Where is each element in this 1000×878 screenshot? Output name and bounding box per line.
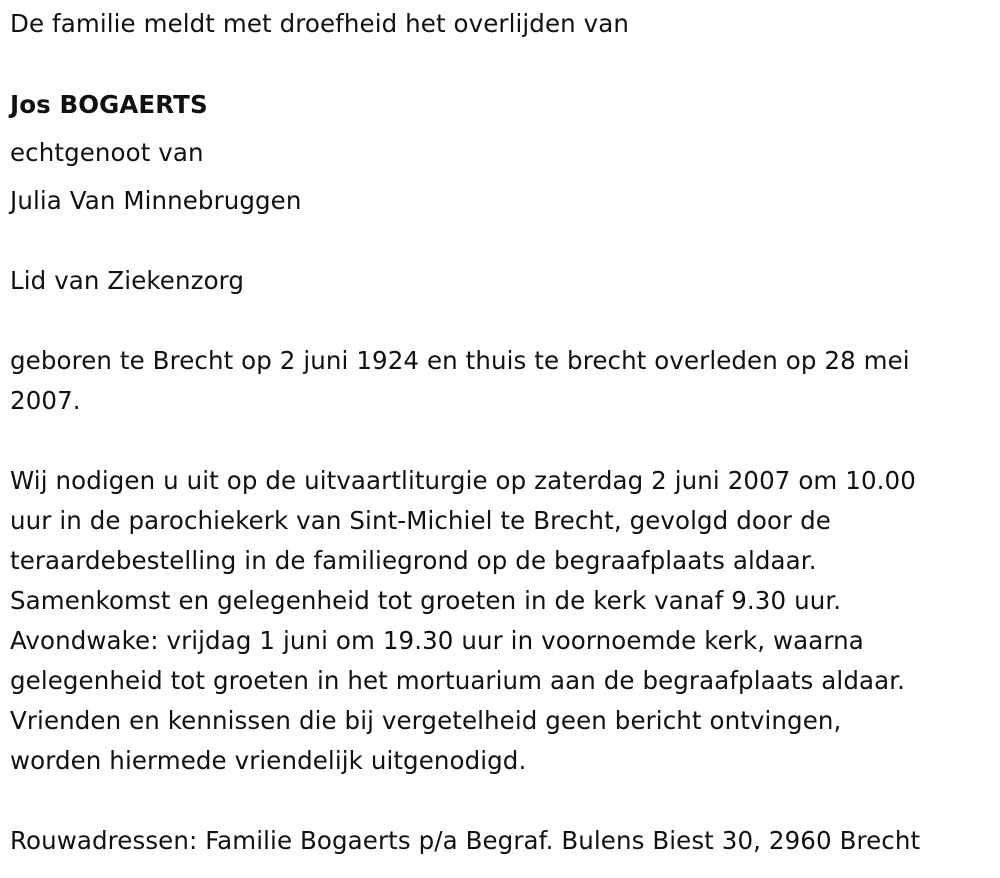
deceased-name: Jos BOGAERTS [10,90,208,119]
intro-text: De familie meldt met droefheid het overlijden van [10,9,629,38]
ceremony-line: gelegenheid tot groeten in het mortuarium aan de begraafplaats aldaar. [10,666,906,695]
membership-text: Lid van Ziekenzorg [10,266,245,295]
ceremony-line: teraardebestelling in de familiegrond op de begraafplaats aldaar. [10,546,817,575]
relation-text: echtgenoot van [10,138,204,167]
ceremony-line: uur in de parochiekerk van Sint-Michiel te Brecht, gevolgd door de [10,506,831,535]
ceremony-line: Vrienden en kennissen die bij vergetelheid geen bericht ontvingen, [10,706,842,735]
birth-death-line: 2007. [10,386,81,415]
ceremony-line: worden hiermede vriendelijk uitgenodigd. [10,746,527,775]
birth-death-line: geboren te Brecht op 2 juni 1924 en thuis te brecht overleden op 28 mei [10,346,910,375]
ceremony-line: Samenkomst en gelegenheid tot groeten in de kerk vanaf 9.30 uur. [10,586,842,615]
spouse-name: Julia Van Minnebruggen [10,186,302,215]
ceremony-line: Avondwake: vrijdag 1 juni om 19.30 uur in voornoemde kerk, waarna [10,626,864,655]
ceremony-line: Wij nodigen u uit op de uitvaartliturgie op zaterdag 2 juni 2007 om 10.00 [10,466,916,495]
mourning-address: Rouwadressen: Familie Bogaerts p/a Begraf. Bulens Biest 30, 2960 Brecht [10,826,921,855]
